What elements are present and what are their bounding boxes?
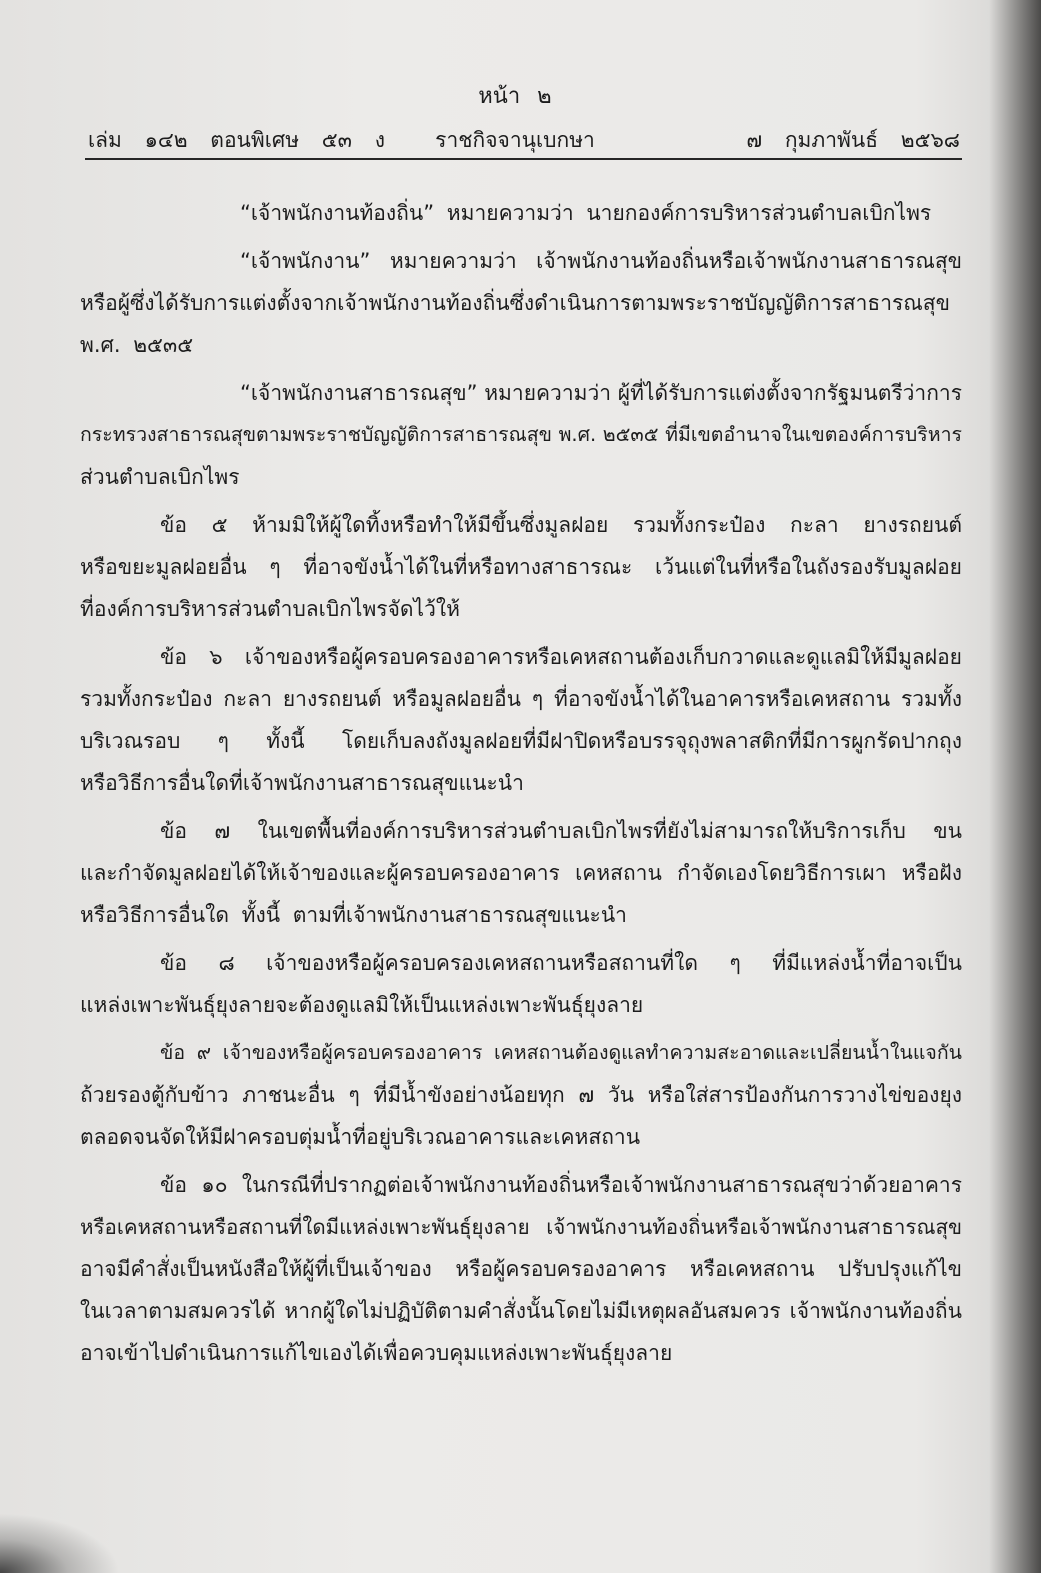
clause-line: ถ้วยรองตู้กับข้าว ภาชนะอื่น ๆ ที่มีน้ำขังอย่างน้อยทุก ๗ วัน หรือใส่สารป้องกันการวางไข่ของยุง [80, 1083, 962, 1107]
clause-line: ข้อ ๕ ห้ามมิให้ผู้ใดทิ้งหรือทำให้มีขึ้นซึ่งมูลฝอย รวมทั้งกระป๋อง กะลา ยางรถยนต์ [160, 513, 962, 537]
definition-line: “เจ้าพนักงาน” หมายความว่า เจ้าพนักงานท้องถิ่นหรือเจ้าพนักงานสาธารณสุข [240, 249, 962, 273]
clause-line: รวมทั้งกระป๋อง กะลา ยางรถยนต์ หรือมูลฝอยอื่น ๆ ที่อาจขังน้ำได้ในอาคารหรือเคหสถาน รวมทั้ง [80, 687, 962, 711]
clause-paragraph [80, 942, 962, 1026]
clause-line: อาจเข้าไปดำเนินการแก้ไขเองได้เพื่อควบคุมแหล่งเพาะพันธุ์ยุงลาย [80, 1341, 673, 1365]
definition-line: พ.ศ. ๒๕๓๕ [80, 333, 194, 357]
clause-line: ข้อ ๗ ในเขตพื้นที่องค์การบริหารส่วนตำบลเบิกไพรที่ยังไม่สามารถให้บริการเก็บ ขน [160, 819, 962, 843]
clause-line: และกำจัดมูลฝอยได้ให้เจ้าของและผู้ครอบครองอาคาร เคหสถาน กำจัดเองโดยวิธีการเผา หรือฝัง [80, 861, 962, 885]
clause-paragraph [80, 1164, 962, 1374]
definition-paragraph [80, 240, 962, 366]
clause-line: ตลอดจนจัดให้มีฝาครอบตุ่มน้ำที่อยู่บริเวณอาคารและเคหสถาน [80, 1125, 641, 1149]
clause-line: ที่องค์การบริหารส่วนตำบลเบิกไพรจัดไว้ให้ [80, 597, 460, 621]
definition-paragraph [80, 372, 962, 498]
clause-paragraph [80, 504, 962, 630]
clause-line: หรือวิธีการอื่นใด ทั้งนี้ ตามที่เจ้าพนักงานสาธารณสุขแนะนำ [80, 903, 627, 927]
definition-line: ส่วนตำบลเบิกไพร [80, 465, 240, 489]
clause-paragraph [80, 810, 962, 936]
clause-line: ในเวลาตามสมควรได้ หากผู้ใดไม่ปฏิบัติตามคำสั่งนั้นโดยไม่มีเหตุผลอันสมควร เจ้าพนักงานท้องถิ่น [80, 1299, 962, 1323]
page-number: หน้า ๒ [478, 84, 552, 109]
issue-label: เล่ม ๑๔๒ ตอนพิเศษ ๕๓ ง [88, 128, 385, 152]
page-corner-shadow [0, 1513, 120, 1573]
gazette-header [88, 123, 960, 157]
clause-line: แหล่งเพาะพันธุ์ยุงลายจะต้องดูแลมิให้เป็นแหล่งเพาะพันธุ์ยุงลาย [80, 993, 644, 1017]
definition-line: หรือผู้ซึ่งได้รับการแต่งตั้งจากเจ้าพนักงานท้องถิ่นซึ่งดำเนินการตามพระราชบัญญัติการสาธารณสุข [80, 291, 950, 315]
clause-line: บริเวณรอบ ๆ ทั้งนี้ โดยเก็บลงถังมูลฝอยที่มีฝาปิดหรือบรรจุถุงพลาสติกที่มีการผูกรัดปากถุง [80, 729, 962, 753]
clause-line: หรือเคหสถานหรือสถานที่ใดมีแหล่งเพาะพันธุ์ยุงลาย เจ้าพนักงานท้องถิ่นหรือเจ้าพนักงานสาธารณสุข [80, 1215, 962, 1239]
clause-line: ข้อ ๑๐ ในกรณีที่ปรากฏต่อเจ้าพนักงานท้องถิ่นหรือเจ้าพนักงานสาธารณสุขว่าด้วยอาคาร [160, 1173, 962, 1197]
definition-line: “เจ้าพนักงานสาธารณสุข” หมายความว่า ผู้ที่ได้รับการแต่งตั้งจากรัฐมนตรีว่าการ [240, 381, 962, 405]
clause-line: ข้อ ๙ เจ้าของหรือผู้ครอบครองอาคาร เคหสถานต้องดูแลทำความสะอาดและเปลี่ยนน้ำในแจกัน [160, 1041, 962, 1064]
clause-line: ข้อ ๖ เจ้าของหรือผู้ครอบครองอาคารหรือเคหสถานต้องเก็บกวาดและดูแลมิให้มีมูลฝอย [160, 645, 962, 669]
header-divider [85, 158, 962, 160]
publication-title: ราชกิจจานุเบกษา [435, 128, 595, 152]
definition-line: “เจ้าพนักงานท้องถิ่น” หมายความว่า นายกองค์การบริหารส่วนตำบลเบิกไพร [240, 201, 932, 225]
publication-date: ๗ กุมภาพันธ์ ๒๕๖๘ [746, 128, 960, 152]
document-body [80, 192, 962, 1374]
definition-line: กระทรวงสาธารณสุขตามพระราชบัญญัติการสาธารณสุข พ.ศ. ๒๕๓๕ ที่มีเขตอำนาจในเขตองค์การบริหาร [80, 423, 962, 446]
clause-line: หรือวิธีการอื่นใดที่เจ้าพนักงานสาธารณสุขแนะนำ [80, 771, 524, 795]
clause-line: หรือขยะมูลฝอยอื่น ๆ ที่อาจขังน้ำได้ในที่หรือทางสาธารณะ เว้นแต่ในที่หรือในถังรองรับมูลฝอย [80, 555, 962, 579]
clause-line: ข้อ ๘ เจ้าของหรือผู้ครอบครองเคหสถานหรือสถานที่ใด ๆ ที่มีแหล่งน้ำที่อาจเป็น [160, 951, 962, 975]
clause-paragraph [80, 1032, 962, 1158]
definition-paragraph [80, 192, 962, 234]
clause-line: อาจมีคำสั่งเป็นหนังสือให้ผู้ที่เป็นเจ้าของ หรือผู้ครอบครองอาคาร หรือเคหสถาน ปรับปรุงแก้ไข [80, 1257, 962, 1281]
clause-paragraph [80, 636, 962, 804]
